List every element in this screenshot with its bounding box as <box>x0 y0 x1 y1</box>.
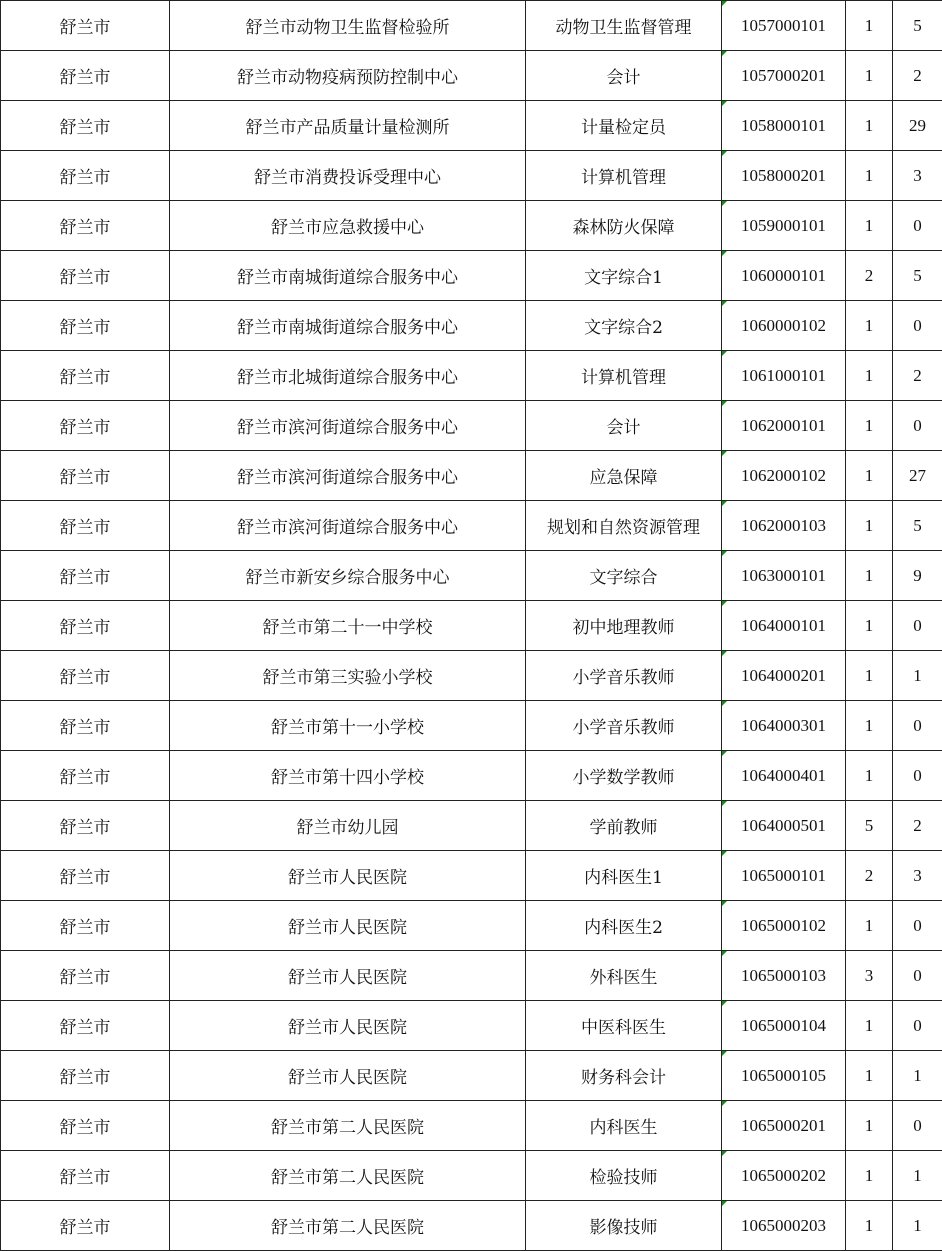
city-cell: 舒兰市 <box>1 901 170 951</box>
post-cell: 文字综合 <box>526 551 722 601</box>
plan-count-cell: 1 <box>846 501 893 551</box>
table-row <box>1 351 942 401</box>
applicant-count-cell: 2 <box>893 51 942 101</box>
city-cell: 舒兰市 <box>1 851 170 901</box>
table-row <box>1 1051 942 1101</box>
post-cell: 计算机管理 <box>526 351 722 401</box>
table-row <box>1 951 942 1001</box>
position-code-cell: 1064000201 <box>722 651 846 701</box>
post-cell: 文字综合1 <box>526 251 722 301</box>
unit-cell: 舒兰市动物卫生监督检验所 <box>170 1 526 51</box>
city-cell: 舒兰市 <box>1 301 170 351</box>
applicant-count-cell: 0 <box>893 201 942 251</box>
table-row <box>1 201 942 251</box>
plan-count-cell: 3 <box>846 951 893 1001</box>
table-row <box>1 1001 942 1051</box>
applicant-count-cell: 0 <box>893 401 942 451</box>
post-cell: 内科医生2 <box>526 901 722 951</box>
post-cell: 应急保障 <box>526 451 722 501</box>
applicant-count-cell: 0 <box>893 751 942 801</box>
city-cell: 舒兰市 <box>1 1201 170 1251</box>
table-row <box>1 51 942 101</box>
table-row <box>1 901 942 951</box>
city-cell: 舒兰市 <box>1 751 170 801</box>
applicant-count-cell: 0 <box>893 601 942 651</box>
city-cell: 舒兰市 <box>1 1 170 51</box>
table-row <box>1 801 942 851</box>
city-cell: 舒兰市 <box>1 251 170 301</box>
position-code-cell: 1065000203 <box>722 1201 846 1251</box>
table-row <box>1 451 942 501</box>
city-cell: 舒兰市 <box>1 101 170 151</box>
plan-count-cell: 1 <box>846 1 893 51</box>
table-body <box>1 1 942 1251</box>
unit-cell: 舒兰市人民医院 <box>170 951 526 1001</box>
table-row <box>1 1101 942 1151</box>
position-code-cell: 1064000501 <box>722 801 846 851</box>
position-code-cell: 1060000101 <box>722 251 846 301</box>
plan-count-cell: 1 <box>846 1051 893 1101</box>
post-cell: 中医科医生 <box>526 1001 722 1051</box>
table-row <box>1 701 942 751</box>
position-code-cell: 1064000301 <box>722 701 846 751</box>
post-cell: 动物卫生监督管理 <box>526 1 722 51</box>
position-code-cell: 1058000101 <box>722 101 846 151</box>
plan-count-cell: 1 <box>846 701 893 751</box>
position-code-cell: 1063000101 <box>722 551 846 601</box>
post-cell: 会计 <box>526 401 722 451</box>
applicant-count-cell: 0 <box>893 951 942 1001</box>
city-cell: 舒兰市 <box>1 701 170 751</box>
position-code-cell: 1065000102 <box>722 901 846 951</box>
unit-cell: 舒兰市第二人民医院 <box>170 1201 526 1251</box>
city-cell: 舒兰市 <box>1 351 170 401</box>
post-cell: 财务科会计 <box>526 1051 722 1101</box>
unit-cell: 舒兰市南城街道综合服务中心 <box>170 251 526 301</box>
table-row <box>1 651 942 701</box>
plan-count-cell: 1 <box>846 551 893 601</box>
plan-count-cell: 1 <box>846 51 893 101</box>
plan-count-cell: 5 <box>846 801 893 851</box>
plan-count-cell: 1 <box>846 1101 893 1151</box>
plan-count-cell: 1 <box>846 401 893 451</box>
city-cell: 舒兰市 <box>1 951 170 1001</box>
plan-count-cell: 2 <box>846 251 893 301</box>
city-cell: 舒兰市 <box>1 401 170 451</box>
table-row <box>1 551 942 601</box>
table-row <box>1 1151 942 1201</box>
applicant-count-cell: 0 <box>893 1101 942 1151</box>
city-cell: 舒兰市 <box>1 1151 170 1201</box>
unit-cell: 舒兰市人民医院 <box>170 901 526 951</box>
position-code-cell: 1061000101 <box>722 351 846 401</box>
plan-count-cell: 1 <box>846 1151 893 1201</box>
position-code-cell: 1065000105 <box>722 1051 846 1101</box>
unit-cell: 舒兰市消费投诉受理中心 <box>170 151 526 201</box>
position-code-cell: 1060000102 <box>722 301 846 351</box>
unit-cell: 舒兰市北城街道综合服务中心 <box>170 351 526 401</box>
unit-cell: 舒兰市滨河街道综合服务中心 <box>170 401 526 451</box>
applicant-count-cell: 1 <box>893 1201 942 1251</box>
applicant-count-cell: 29 <box>893 101 942 151</box>
unit-cell: 舒兰市第三实验小学校 <box>170 651 526 701</box>
post-cell: 内科医生 <box>526 1101 722 1151</box>
post-cell: 初中地理教师 <box>526 601 722 651</box>
plan-count-cell: 1 <box>846 301 893 351</box>
post-cell: 森林防火保障 <box>526 201 722 251</box>
table-row <box>1 101 942 151</box>
unit-cell: 舒兰市第十四小学校 <box>170 751 526 801</box>
table-row <box>1 501 942 551</box>
post-cell: 文字综合2 <box>526 301 722 351</box>
unit-cell: 舒兰市动物疫病预防控制中心 <box>170 51 526 101</box>
plan-count-cell: 1 <box>846 901 893 951</box>
post-cell: 小学音乐教师 <box>526 651 722 701</box>
applicant-count-cell: 2 <box>893 351 942 401</box>
applicant-count-cell: 5 <box>893 501 942 551</box>
position-code-cell: 1057000201 <box>722 51 846 101</box>
unit-cell: 舒兰市人民医院 <box>170 1051 526 1101</box>
position-code-cell: 1058000201 <box>722 151 846 201</box>
city-cell: 舒兰市 <box>1 651 170 701</box>
unit-cell: 舒兰市应急救援中心 <box>170 201 526 251</box>
unit-cell: 舒兰市幼儿园 <box>170 801 526 851</box>
position-code-cell: 1062000102 <box>722 451 846 501</box>
applicant-count-cell: 0 <box>893 1001 942 1051</box>
city-cell: 舒兰市 <box>1 501 170 551</box>
applicant-count-cell: 9 <box>893 551 942 601</box>
post-cell: 学前教师 <box>526 801 722 851</box>
unit-cell: 舒兰市第二十一中学校 <box>170 601 526 651</box>
table-row <box>1 601 942 651</box>
post-cell: 内科医生1 <box>526 851 722 901</box>
applicant-count-cell: 5 <box>893 251 942 301</box>
post-cell: 规划和自然资源管理 <box>526 501 722 551</box>
city-cell: 舒兰市 <box>1 801 170 851</box>
position-code-cell: 1065000101 <box>722 851 846 901</box>
position-code-cell: 1064000401 <box>722 751 846 801</box>
applicant-count-cell: 0 <box>893 301 942 351</box>
city-cell: 舒兰市 <box>1 1001 170 1051</box>
post-cell: 小学数学教师 <box>526 751 722 801</box>
post-cell: 外科医生 <box>526 951 722 1001</box>
city-cell: 舒兰市 <box>1 151 170 201</box>
applicant-count-cell: 1 <box>893 1151 942 1201</box>
unit-cell: 舒兰市滨河街道综合服务中心 <box>170 451 526 501</box>
position-code-cell: 1064000101 <box>722 601 846 651</box>
unit-cell: 舒兰市第十一小学校 <box>170 701 526 751</box>
plan-count-cell: 1 <box>846 651 893 701</box>
city-cell: 舒兰市 <box>1 601 170 651</box>
applicant-count-cell: 1 <box>893 1051 942 1101</box>
plan-count-cell: 1 <box>846 601 893 651</box>
table-row <box>1 301 942 351</box>
applicant-count-cell: 2 <box>893 801 942 851</box>
position-code-cell: 1065000201 <box>722 1101 846 1151</box>
unit-cell: 舒兰市产品质量计量检测所 <box>170 101 526 151</box>
post-cell: 小学音乐教师 <box>526 701 722 751</box>
table-row <box>1 151 942 201</box>
city-cell: 舒兰市 <box>1 451 170 501</box>
table-row <box>1 251 942 301</box>
position-code-cell: 1062000101 <box>722 401 846 451</box>
city-cell: 舒兰市 <box>1 201 170 251</box>
unit-cell: 舒兰市人民医院 <box>170 851 526 901</box>
table-row <box>1 1 942 51</box>
applicant-count-cell: 0 <box>893 901 942 951</box>
unit-cell: 舒兰市人民医院 <box>170 1001 526 1051</box>
city-cell: 舒兰市 <box>1 1101 170 1151</box>
plan-count-cell: 1 <box>846 201 893 251</box>
unit-cell: 舒兰市第二人民医院 <box>170 1101 526 1151</box>
position-code-cell: 1065000202 <box>722 1151 846 1201</box>
unit-cell: 舒兰市南城街道综合服务中心 <box>170 301 526 351</box>
position-code-cell: 1057000101 <box>722 1 846 51</box>
position-code-cell: 1059000101 <box>722 201 846 251</box>
plan-count-cell: 1 <box>846 151 893 201</box>
plan-count-cell: 1 <box>846 1201 893 1251</box>
table-row <box>1 751 942 801</box>
plan-count-cell: 1 <box>846 451 893 501</box>
position-code-cell: 1065000103 <box>722 951 846 1001</box>
unit-cell: 舒兰市新安乡综合服务中心 <box>170 551 526 601</box>
unit-cell: 舒兰市第二人民医院 <box>170 1151 526 1201</box>
post-cell: 计算机管理 <box>526 151 722 201</box>
city-cell: 舒兰市 <box>1 51 170 101</box>
position-code-cell: 1065000104 <box>722 1001 846 1051</box>
plan-count-cell: 2 <box>846 851 893 901</box>
table-row <box>1 401 942 451</box>
applicant-count-cell: 27 <box>893 451 942 501</box>
applicant-count-cell: 3 <box>893 151 942 201</box>
applicant-count-cell: 5 <box>893 1 942 51</box>
plan-count-cell: 1 <box>846 101 893 151</box>
table-row <box>1 851 942 901</box>
applicant-count-cell: 3 <box>893 851 942 901</box>
post-cell: 影像技师 <box>526 1201 722 1251</box>
city-cell: 舒兰市 <box>1 1051 170 1101</box>
applicant-count-cell: 1 <box>893 651 942 701</box>
plan-count-cell: 1 <box>846 351 893 401</box>
table-row <box>1 1201 942 1251</box>
city-cell: 舒兰市 <box>1 551 170 601</box>
post-cell: 计量检定员 <box>526 101 722 151</box>
unit-cell: 舒兰市滨河街道综合服务中心 <box>170 501 526 551</box>
plan-count-cell: 1 <box>846 1001 893 1051</box>
applicant-count-cell: 0 <box>893 701 942 751</box>
plan-count-cell: 1 <box>846 751 893 801</box>
position-code-cell: 1062000103 <box>722 501 846 551</box>
post-cell: 会计 <box>526 51 722 101</box>
post-cell: 检验技师 <box>526 1151 722 1201</box>
